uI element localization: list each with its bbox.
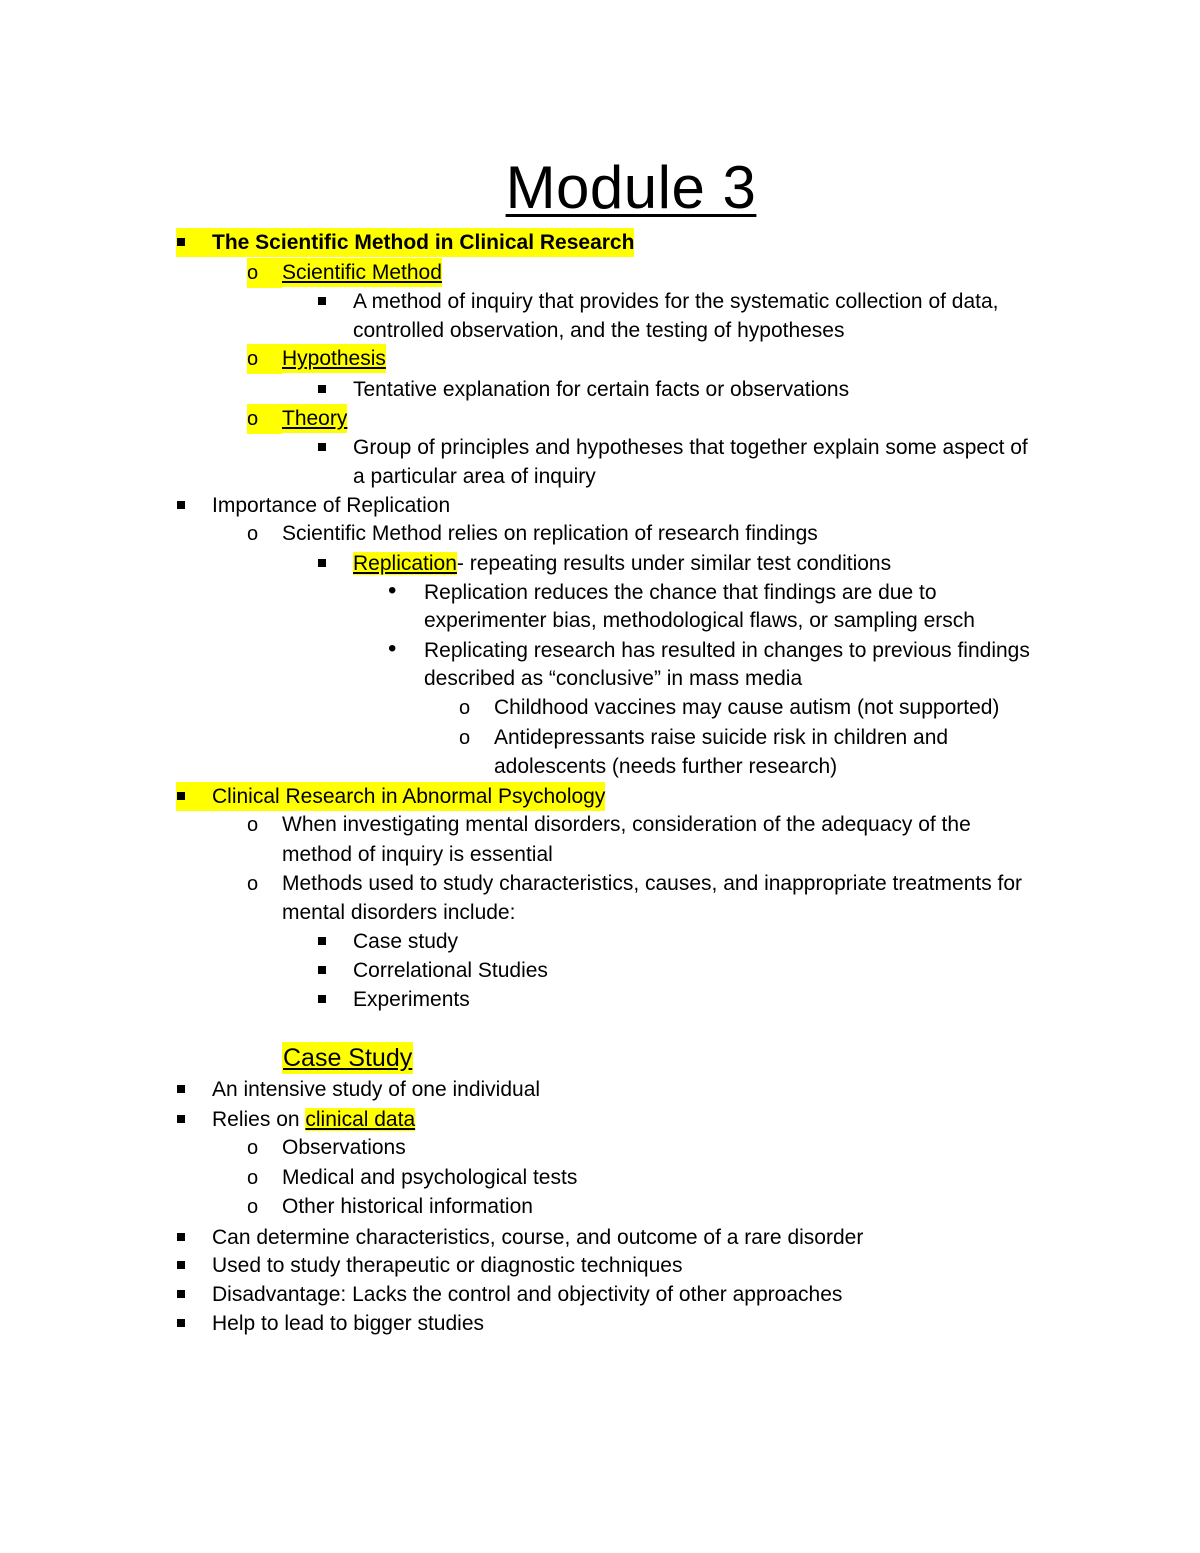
bullet-dot-icon: • bbox=[388, 577, 397, 604]
term-replication: Replication bbox=[353, 552, 457, 575]
case-study-heading: Case Study bbox=[283, 1044, 413, 1072]
page-title: Module 3 bbox=[505, 154, 757, 221]
bullet-circle-icon: o bbox=[247, 1137, 259, 1159]
bullet-circle-icon: o bbox=[247, 814, 259, 836]
bullet-square-icon bbox=[177, 491, 185, 520]
case-item-bigger-studies: Help to lead to bigger studies bbox=[212, 1312, 485, 1335]
bullet-circle-icon: o bbox=[247, 344, 282, 374]
case-item-disadvantage: Disadvantage: Lacks the control and objectivity of other approaches bbox=[212, 1283, 843, 1306]
bullet-square-icon bbox=[318, 375, 326, 404]
term-scientific-method: Scientific Method bbox=[282, 258, 442, 287]
section-heading-clinical-research: Clinical Research in Abnormal Psychology bbox=[212, 782, 605, 811]
section-heading-scientific-method: The Scientific Method in Clinical Research bbox=[212, 228, 634, 257]
bullet-circle-icon: o bbox=[247, 523, 259, 545]
data-tests: Medical and psychological tests bbox=[282, 1166, 578, 1189]
definition-theory-line1: Group of principles and hypotheses that together explain some aspect of bbox=[353, 436, 1028, 459]
bullet-square-icon bbox=[318, 985, 326, 1014]
definition-hypothesis: Tentative explanation for certain facts or observations bbox=[353, 378, 850, 401]
bullet-square-icon bbox=[176, 228, 212, 257]
bullet-circle-icon: o bbox=[247, 873, 259, 895]
clinical-data-prefix: Relies on bbox=[212, 1108, 306, 1131]
bullet-square-icon bbox=[318, 433, 326, 462]
section-heading-replication: Importance of Replication bbox=[212, 494, 451, 517]
bullet-circle-icon: o bbox=[459, 697, 471, 719]
clinical-point2-line1: Methods used to study characteristics, causes, and inappropriate treatments for bbox=[282, 872, 1023, 895]
clinical-point1-line2: method of inquiry is essential bbox=[282, 843, 553, 866]
data-historical: Other historical information bbox=[282, 1195, 533, 1218]
bullet-circle-icon: o bbox=[247, 258, 282, 288]
bullet-dot-icon: • bbox=[388, 635, 397, 662]
term-theory: Theory bbox=[282, 404, 347, 433]
replication-definition-text: - repeating results under similar test conditions bbox=[456, 552, 892, 575]
replication-definition bbox=[353, 549, 891, 578]
bullet-circle-icon: o bbox=[247, 1167, 259, 1189]
replication-change-line2: described as “conclusive” in mass media bbox=[424, 667, 803, 690]
example-vaccines: Childhood vaccines may cause autism (not supported) bbox=[494, 696, 1000, 719]
data-observations: Observations bbox=[282, 1136, 406, 1159]
clinical-point1-line1: When investigating mental disorders, consideration of the adequacy of the bbox=[282, 813, 971, 836]
bullet-square-icon bbox=[177, 1280, 185, 1309]
replication-change-line1: Replicating research has resulted in changes to previous findings bbox=[424, 639, 1030, 662]
bullet-square-icon bbox=[318, 549, 326, 578]
term-clinical-data: clinical data bbox=[305, 1108, 416, 1131]
bullet-square-icon bbox=[318, 927, 326, 956]
example-antidepressants-line2: adolescents (needs further research) bbox=[494, 755, 838, 778]
case-item-techniques: Used to study therapeutic or diagnostic techniques bbox=[212, 1254, 683, 1277]
bullet-square-icon bbox=[177, 1075, 185, 1104]
case-item-intensive: An intensive study of one individual bbox=[212, 1078, 541, 1101]
bullet-circle-icon: o bbox=[247, 1196, 259, 1218]
method-experiments: Experiments bbox=[353, 988, 470, 1011]
method-correlational: Correlational Studies bbox=[353, 959, 548, 982]
bullet-square-icon bbox=[177, 1309, 185, 1338]
method-case-study: Case study bbox=[353, 930, 459, 953]
bullet-square-icon bbox=[177, 1251, 185, 1280]
replication-subpoint: Scientific Method relies on replication of research findings bbox=[282, 522, 818, 545]
case-item-rare-disorder: Can determine characteristics, course, and outcome of a rare disorder bbox=[212, 1226, 864, 1249]
bullet-square-icon bbox=[318, 287, 326, 316]
case-item-clinical-data bbox=[212, 1105, 415, 1134]
definition-scientific-method-line2: controlled observation, and the testing of hypotheses bbox=[353, 319, 845, 342]
example-antidepressants-line1: Antidepressants raise suicide risk in children and bbox=[494, 726, 949, 749]
bullet-square-icon bbox=[176, 782, 212, 811]
bullet-square-icon bbox=[177, 1105, 185, 1134]
bullet-circle-icon: o bbox=[247, 404, 282, 434]
bullet-circle-icon: o bbox=[459, 727, 471, 749]
term-hypothesis: Hypothesis bbox=[282, 344, 386, 373]
definition-scientific-method-line1: A method of inquiry that provides for the systematic collection of data, bbox=[353, 290, 999, 313]
replication-benefit-line2: experimenter bias, methodological flaws, or sampling ersch bbox=[424, 609, 975, 632]
bullet-square-icon bbox=[318, 956, 326, 985]
bullet-square-icon bbox=[177, 1223, 185, 1252]
definition-theory-line2: a particular area of inquiry bbox=[353, 465, 596, 488]
clinical-point2-line2: mental disorders include: bbox=[282, 901, 516, 924]
replication-benefit-line1: Replication reduces the chance that findings are due to bbox=[424, 581, 937, 604]
